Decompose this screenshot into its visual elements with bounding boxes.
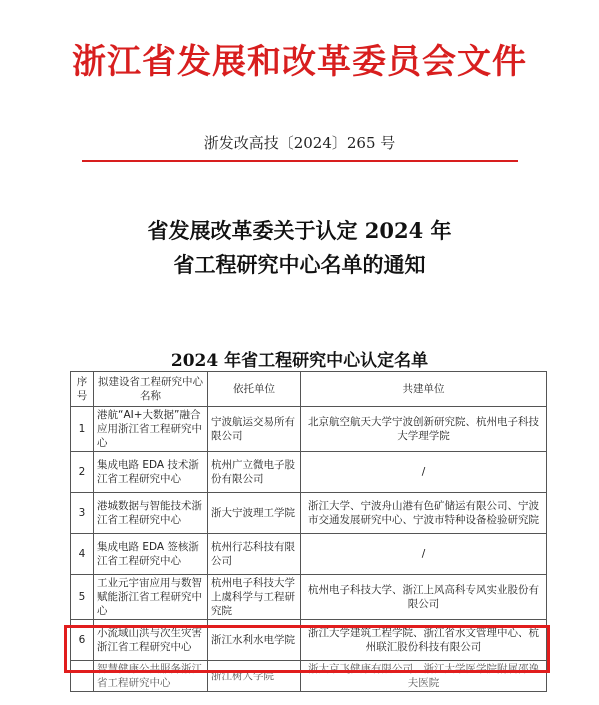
notice-title-line-1: 省发展改革委关于认定 2024 年 — [147, 218, 452, 243]
cell-no: 2 — [71, 452, 94, 493]
cell-partner-units: 浙江大学建筑工程学院、浙江省水文管理中心、杭州联汇股份科技有限公司 — [301, 620, 547, 661]
cell-center-name: 小流域山洪与次生灾害浙江省工程研究中心 — [94, 620, 208, 661]
cell-center-name: 集成电路 EDA 签核浙江省工程研究中心 — [94, 534, 208, 575]
cell-partner-units: 浙大京飞健康有限公司、浙江大学医学院附属邵逸夫医院 — [301, 661, 547, 692]
cell-partner-units: 浙江大学、宁波舟山港有色矿储运有限公司、宁波市交通发展研究中心、宁波市特种设备检验研究院 — [301, 493, 547, 534]
cell-no: 1 — [71, 407, 94, 452]
table-row — [71, 575, 547, 620]
cell-host-unit: 杭州广立微电子股份有限公司 — [208, 452, 301, 493]
highlight-box — [64, 625, 550, 673]
cell-center-name: 工业元宇宙应用与数智赋能浙江省工程研究中心 — [94, 575, 208, 620]
table-row — [71, 452, 547, 493]
cell-partner-units: 北京航空航天大学宁波创新研究院、杭州电子科技大学理学院 — [301, 407, 547, 452]
cell-no: 6 — [71, 620, 94, 661]
cell-host-unit: 杭州电子科技大学上虞科学与工程研究院 — [208, 575, 301, 620]
cell-partner-units: 杭州电子科技大学、浙江上风高科专风实业股份有限公司 — [301, 575, 547, 620]
table-row — [71, 407, 547, 452]
cell-host-unit: 浙江树人学院 — [208, 661, 301, 692]
cell-no: 3 — [71, 493, 94, 534]
cell-center-name: 集成电路 EDA 技术浙江省工程研究中心 — [94, 452, 208, 493]
header-host-unit: 依托单位 — [208, 372, 301, 407]
cell-partner-units: / — [301, 534, 547, 575]
header-center-name: 拟建设省工程研究中心名称 — [94, 372, 208, 407]
cell-center-name: 智慧健康公共服务浙江省工程研究中心 — [94, 661, 208, 692]
cell-host-unit: 浙大宁波理工学院 — [208, 493, 301, 534]
cell-no: 4 — [71, 534, 94, 575]
header-partner-units: 共建单位 — [301, 372, 547, 407]
table-row — [71, 534, 547, 575]
cell-no: 5 — [71, 575, 94, 620]
document-number: 浙发改高技〔2024〕265 号 — [203, 134, 396, 152]
cell-center-name: 港航“AI+大数据”融合应用浙江省工程研究中心 — [94, 407, 208, 452]
cell-partner-units: / — [301, 452, 547, 493]
notice-title-line-2: 省工程研究中心名单的通知 — [173, 252, 426, 277]
cell-center-name: 港城数据与智能技术浙江省工程研究中心 — [94, 493, 208, 534]
cell-host-unit: 浙江水利水电学院 — [208, 620, 301, 661]
document-masthead: 浙江省发展和改革委员会文件 — [72, 42, 527, 82]
table-row — [71, 493, 547, 534]
red-separator-line — [82, 160, 518, 162]
notice-title — [0, 214, 599, 282]
cell-host-unit: 杭州行芯科技有限公司 — [208, 534, 301, 575]
header-no: 序号 — [71, 372, 94, 407]
cell-host-unit: 宁波航运交易所有限公司 — [208, 407, 301, 452]
table-title: 2024 年省工程研究中心认定名单 — [170, 351, 429, 371]
table-header-row — [71, 372, 547, 407]
